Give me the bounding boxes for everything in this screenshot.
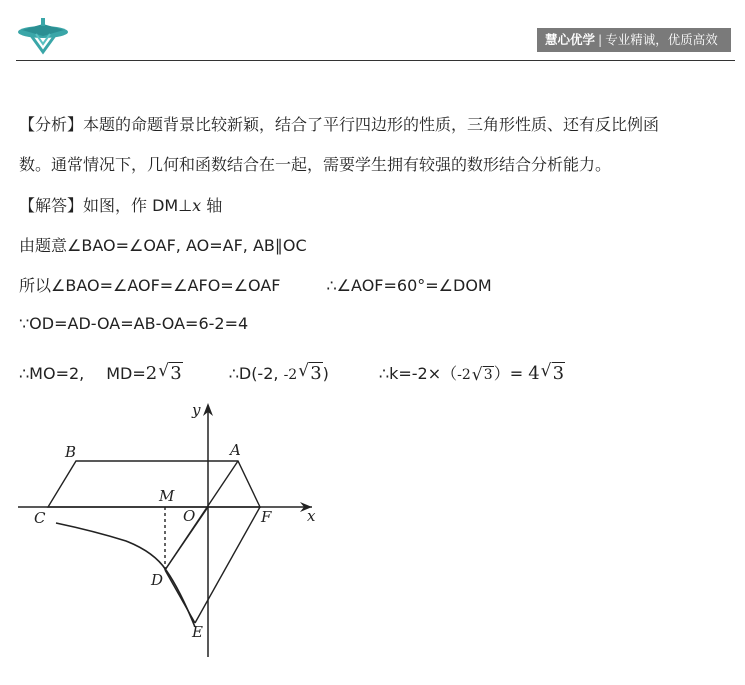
answer-intro-line bbox=[19, 193, 222, 216]
label-e: E bbox=[192, 623, 203, 641]
parallelogram-abcf bbox=[48, 461, 260, 507]
answer-axis-var: x bbox=[192, 196, 202, 215]
label-a: A bbox=[230, 441, 241, 459]
analysis-tag: 【分析】 bbox=[19, 115, 84, 134]
analysis-line-1 bbox=[19, 112, 659, 135]
label-x: x bbox=[307, 507, 316, 525]
brand-name: 慧心优学 bbox=[545, 32, 596, 47]
answer-tag: 【解答】 bbox=[19, 196, 84, 215]
label-m: M bbox=[159, 487, 175, 505]
md-label: MD= bbox=[106, 364, 146, 383]
label-o: O bbox=[183, 507, 196, 525]
label-c: C bbox=[34, 509, 46, 527]
brand-banner bbox=[537, 28, 731, 52]
given-line: 由题意∠BAO=∠OAF, AO=AF, AB∥OC bbox=[19, 236, 307, 255]
answer-intro: 如图，作 DM⊥ bbox=[83, 196, 193, 215]
answer-axis-suffix: 轴 bbox=[201, 196, 223, 215]
hyperbola-curve bbox=[56, 523, 195, 627]
label-d: D bbox=[151, 571, 164, 589]
analysis-line-2: 数。通常情况下，几何和函数结合在一起，需要学生拥有较强的数形结合分析能力。 bbox=[19, 155, 612, 174]
segment-fe bbox=[195, 507, 260, 623]
result-line bbox=[19, 361, 565, 384]
mo-value: ∴MO=2, bbox=[19, 364, 85, 383]
od-line: ∵OD=AD-OA=AB-OA=6-2=4 bbox=[19, 314, 249, 333]
analysis-text-1: 本题的命题背景比较新颖，结合了平行四边形的性质，三角形性质、还有反比例函 bbox=[83, 115, 660, 134]
angle-result: ∴∠AOF=60°=∠DOM bbox=[326, 276, 492, 295]
label-f: F bbox=[261, 508, 272, 526]
angle-equalities: 所以∠BAO=∠AOF=∠AFO=∠OAF bbox=[19, 276, 281, 295]
d-coordinates: ∴D(-2, -2√ 3) bbox=[229, 364, 329, 383]
brand-slogan: 专业精诚，优质高效 bbox=[605, 32, 718, 47]
label-b: B bbox=[65, 443, 77, 461]
label-y: y bbox=[192, 401, 201, 419]
md-value: 2√ 3 bbox=[146, 363, 183, 384]
page-header bbox=[0, 0, 745, 62]
geometry-figure bbox=[14, 395, 334, 665]
angle-line bbox=[19, 273, 492, 296]
header-divider bbox=[16, 60, 735, 61]
k-calculation: ∴k=-2×（-2√ 3）= 4√ 3 bbox=[379, 364, 565, 383]
graduation-cap-logo-icon bbox=[16, 16, 70, 56]
brand-separator: | bbox=[598, 32, 603, 47]
